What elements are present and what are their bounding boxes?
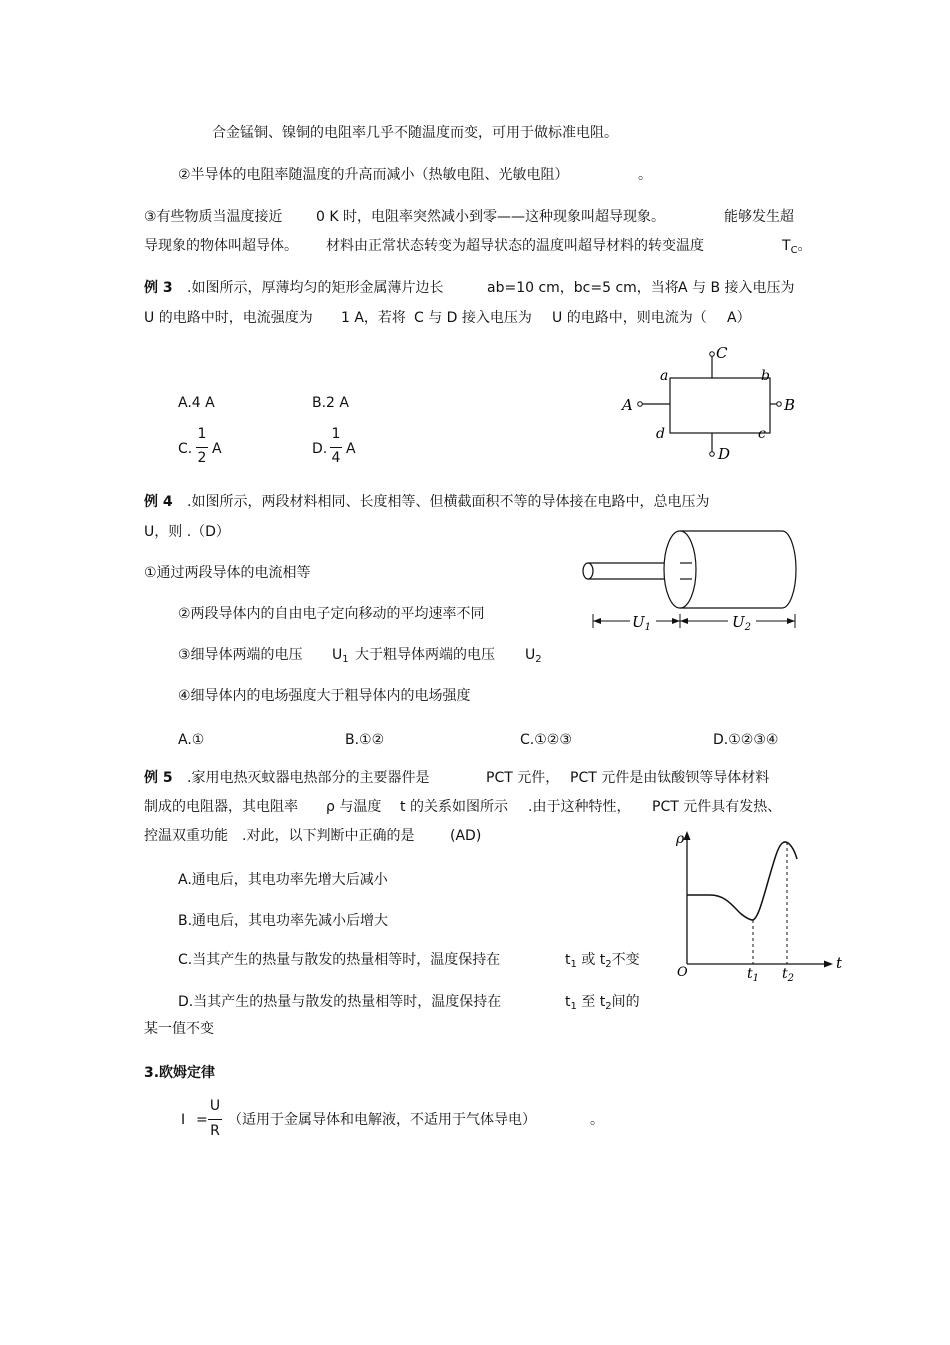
- text-line: A 与 B 接入电压为: [678, 280, 795, 296]
- option-d: D.当其产生的热量与散发的热量相等时，温度保持在: [178, 994, 502, 1010]
- label-u1: $U_1$: [632, 613, 652, 633]
- thick-conductor-end: [664, 531, 696, 608]
- text-line: 导现象的物体叫超导体。: [144, 238, 298, 254]
- rectangle-figure: [615, 340, 805, 465]
- statement: $U_2$: [525, 647, 542, 665]
- text-line: 。: [638, 167, 652, 183]
- text-line: 制成的电阻器，其电阻率: [144, 799, 298, 815]
- formula-note: （适用于金属导体和电解液，不适用于气体导电）: [228, 1112, 536, 1128]
- section-title: 3.欧姆定律: [144, 1065, 216, 1081]
- option-c: $t_1$ 或 $t_2$不变: [565, 952, 640, 970]
- label-t-axis: t: [836, 954, 843, 972]
- text-line: .由于这种特性，: [528, 799, 631, 815]
- unit: A: [346, 441, 356, 457]
- text-line: ②半导体的电阻率随温度的升高而减小（热敏电阻、光敏电阻）: [178, 167, 569, 183]
- text-line: PCT 元件具有发热、: [652, 799, 782, 815]
- label-b-corner: b: [761, 368, 770, 384]
- text-line: 材料由正常状态转变为超导状态的温度叫超导材料的转变温度: [326, 238, 704, 254]
- label-u2: $U_2$: [732, 613, 752, 633]
- text-line: ③有些物质当温度接近: [144, 209, 283, 225]
- fraction-half: 1 2: [197, 426, 207, 466]
- statement: 大于粗导体两端的电压: [355, 647, 495, 663]
- text-line: U 的电路中时，电流强度为: [144, 310, 313, 326]
- conductor-figure: [570, 522, 810, 640]
- option-a: A.①: [178, 732, 205, 748]
- option-c: C.当其产生的热量与散发的热量相等时，温度保持在: [178, 952, 501, 968]
- unit: A: [212, 441, 222, 457]
- statement: ①通过两段导体的电流相等: [144, 565, 311, 581]
- text-line: .对此，以下判断中正确的是: [242, 828, 415, 844]
- text-line: C 与 D 接入电压为: [414, 310, 532, 326]
- option-d: D.: [312, 441, 328, 457]
- metal-sheet: [670, 378, 770, 433]
- label-d-terminal: D: [718, 445, 731, 463]
- statement: ②两段导体内的自由电子定向移动的平均速率不同: [178, 606, 485, 622]
- text-line: U 的电路中，则电流为（: [552, 310, 707, 326]
- label-a-terminal: A: [622, 396, 633, 414]
- text-line: ρ 与温度: [326, 799, 382, 815]
- label-c-corner: c: [758, 426, 766, 442]
- text-line: A）: [727, 310, 751, 326]
- text-line: 0 K 时，电阻率突然减小到零——这种现象叫超导现象。: [316, 209, 665, 225]
- formula-note: 。: [590, 1112, 604, 1128]
- text-line: 能够发生超: [724, 209, 794, 225]
- label-b-terminal: B: [784, 396, 796, 414]
- text-line: $T_C$。: [782, 238, 812, 256]
- text-line: PCT 元件是由钛酸钡等导体材料: [570, 770, 770, 786]
- option-c: C.: [178, 441, 193, 457]
- text-line: 合金锰铜、镍铜的电阻率几乎不随温度而变，可用于做标准电阻。: [212, 125, 618, 141]
- statement: $U_1$: [332, 647, 349, 665]
- text-line: 1 A，若将: [341, 310, 406, 326]
- option-a: A.4 A: [178, 395, 215, 411]
- label-d-corner: d: [656, 426, 665, 442]
- text-line: PCT 元件，: [486, 770, 560, 786]
- example-label: 例 5: [144, 770, 173, 786]
- resistivity-curve: [687, 842, 797, 920]
- formula-i: I: [181, 1112, 186, 1128]
- label-origin: O: [677, 965, 688, 980]
- resistivity-graph: [670, 825, 850, 985]
- formula-equals: =: [196, 1112, 208, 1128]
- text-line: t 的关系如图所示: [400, 799, 508, 815]
- text-line: U，则 .（D）: [144, 524, 230, 540]
- label-rho: ρ: [676, 831, 685, 847]
- option-b: B.2 A: [312, 395, 349, 411]
- label-a-corner: a: [660, 368, 669, 384]
- text-line: .家用电热灭蚊器电热部分的主要器件是: [187, 770, 430, 786]
- fraction-quarter: 1 4: [331, 426, 341, 466]
- text-line: (AD): [450, 828, 482, 844]
- text-line: ab=10 cm，bc=5 cm，当将: [487, 280, 679, 296]
- statement: ④细导体内的电场强度大于粗导体内的电场强度: [178, 688, 471, 704]
- label-t2: $t_2$: [782, 966, 795, 984]
- text-line: 控温双重功能: [144, 828, 228, 844]
- example-label: 例 3: [144, 280, 173, 296]
- statement: ③细导体两端的电压: [178, 647, 303, 663]
- thin-conductor-end: [583, 563, 593, 579]
- option-d: $t_1$ 至 $t_2$间的: [565, 994, 640, 1012]
- formula-fraction: U R: [209, 1098, 221, 1139]
- option-d: D.①②③④: [713, 732, 779, 748]
- example-label: 例 4: [144, 494, 173, 510]
- label-c-terminal: C: [716, 344, 728, 362]
- text-line: .如图所示，两段材料相同、长度相等、但横截面积不等的导体接在电路中，总电压为: [187, 494, 710, 510]
- option-c: C.①②③: [520, 732, 572, 748]
- option-b: B.①②: [345, 732, 385, 748]
- option-b: B.通电后，其电功率先减小后增大: [178, 913, 389, 929]
- label-t1: $t_1$: [747, 966, 760, 984]
- option-d: 某一值不变: [144, 1021, 214, 1037]
- option-a: A.通电后，其电功率先增大后减小: [178, 872, 388, 888]
- text-line: .如图所示，厚薄均匀的矩形金属薄片边长: [187, 280, 444, 296]
